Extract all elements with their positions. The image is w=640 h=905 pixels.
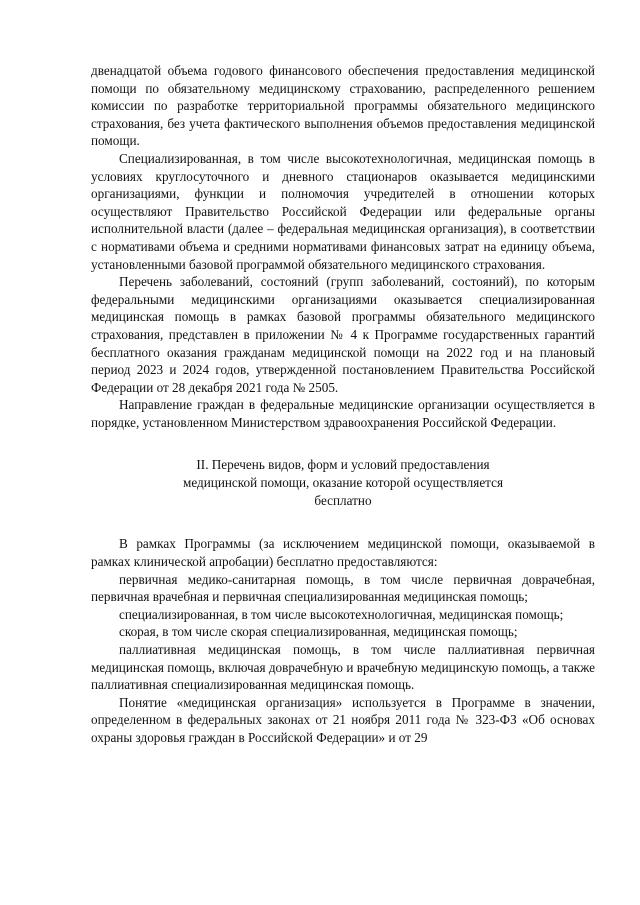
list-item-emergency-care: скорая, в том числе скорая специализированная, медицинская помощь; (119, 624, 518, 640)
document-body (91, 62, 595, 747)
paragraph-disease-list: Перечень заболеваний, состояний (групп заболеваний, состояний), по которым федеральными медицинскими организациями оказывается специализированная медицинская помощь в рамках базовой программы обязательного медицинского страхования, представлен в приложении № 4 к Программе государственных гарантий бесплатного оказания гражданам медицинской помощи на 2022 год и на плановый период 2023 и 2024 годов, утвержденной постановлением Правительства Российской Федерации от 28 декабря 2021 года № 2505. (91, 274, 595, 395)
paragraph-specialized-care: Специализированная, в том числе высокотехнологичная, медицинская помощь в условиях круглосуточного и дневного стационаров оказывается медицинскими организациями, функции и полномочия учредителей в отношении которых осуществляют Правительство Российской Федерации или федеральные органы исполнительной власти (далее – федеральная медицинская организация), в соответствии с нормативами объема и средними нормативами финансовых затрат на единицу объема, установленными базовой программой обязательного медицинского страхования. (91, 150, 595, 272)
list-item-palliative-care: паллиативная медицинская помощь, в том числе паллиативная первичная медицинская помощь, включая доврачебную и врачебную медицинскую помощь, а также паллиативная специализированная медицинская помощь. (91, 642, 595, 693)
section-heading-line: II. Перечень видов, форм и условий предоставления (196, 457, 490, 473)
paragraph-medical-organization-definition: Понятие «медицинская организация» используется в Программе в значении, определенном в федеральных законах от 21 ноября 2011 года № 323-ФЗ «Об основах охраны здоровья граждан в Российской Федерации» и от 29 (91, 694, 595, 745)
section-heading (91, 456, 595, 510)
paragraph-continuation: двенадцатой объема годового финансового обеспечения предоставления медицинской помощи по обязательному медицинскому страхованию, распределенного решением комиссии по разработке территориальной программы обязательного медицинского страхования, без учета фактического выполнения объемов предоставления медицинской помощи. (91, 63, 595, 149)
paragraph-program-scope: В рамках Программы (за исключением медицинской помощи, оказываемой в рамках клинической апробации) бесплатно предоставляются: (91, 536, 595, 570)
paragraph-referral: Направление граждан в федеральные медицинские организации осуществляется в порядке, установленном Министерством здравоохранения Российской Федерации. (91, 397, 595, 430)
section-heading-line: бесплатно (314, 493, 372, 509)
list-item-specialized-care: специализированная, в том числе высокотехнологичная, медицинская помощь; (119, 606, 564, 622)
list-item-primary-care: первичная медико-санитарная помощь, в том числе первичная доврачебная, первичная врачебная и первичная специализированная медицинская помощь; (91, 571, 595, 605)
section-heading-line: медицинской помощи, оказание которой осуществляется (182, 475, 504, 491)
